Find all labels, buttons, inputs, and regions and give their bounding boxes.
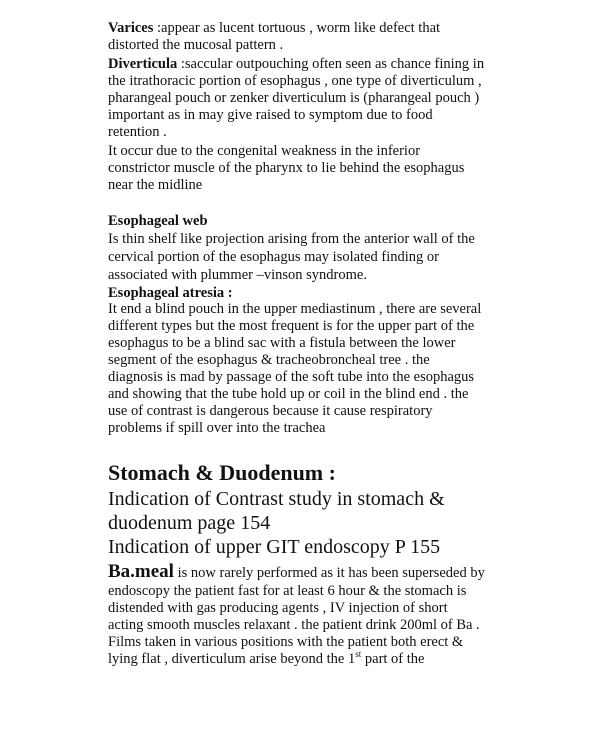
web-line-3: associated with plummer –vinson syndrome. [108,267,367,283]
diverticula-line-3: pharangeal pouch or zenker diverticulum is (pharangeal pouch ) [108,90,480,106]
bameal-line-4: acting smooth muscles relaxant . the patient drink 200ml of Ba . [108,617,480,633]
indication-contrast-line-1: Indication of Contrast study in stomach & [108,488,445,510]
indication-contrast-line-2: duodenum page 154 [108,512,271,534]
atresia-line-8: problems if spill over into the trachea [108,420,326,436]
varices-line-2: distorted the mucosal pattern . [108,37,284,53]
occur-line-1: It occur due to the congenital weakness in the inferior [108,143,421,159]
varices-text-1: :appear as lucent tortuous , worm like defect that [153,20,441,36]
atresia-line-5: diagnosis is mad by passage of the soft tube into the esophagus [108,369,475,385]
bameal-text-6b: part of the [361,651,425,667]
bameal-term: Ba.meal [108,561,174,582]
diverticula-line-5: retention . [108,124,167,140]
web-line-1: Is thin shelf like projection arising from the anterior wall of the [108,231,475,247]
bameal-line-2: endoscopy the patient fast for at least 6 hour & the stomach is [108,583,467,599]
atresia-line-1: It end a blind pouch in the upper mediastinum , there are several [108,301,482,317]
web-heading: Esophageal web [108,213,208,229]
atresia-line-6: and showing that the tube hold up or coil in the blind end . the [108,386,469,402]
diverticula-text-1: :saccular outpouching often seen as chance fining in [177,56,485,72]
occur-line-2: constrictor muscle of the pharynx to lie behind the esophagus [108,160,465,176]
bameal-line-6 [108,651,424,668]
bameal-text-6a: lying flat , diverticulum arise beyond the 1 [108,651,356,667]
atresia-heading: Esophageal atresia : [108,285,233,301]
indication-endoscopy: Indication of upper GIT endoscopy P 155 [108,536,441,558]
diverticula-term: Diverticula [108,56,178,72]
bameal-text-1: is now rarely performed as it has been superseded by [173,565,485,581]
bameal-line-1 [108,563,485,582]
web-line-2: cervical portion of the esophagus may isolated finding or [108,249,439,265]
atresia-line-3: esophagus to be a blind sac with a fistula between the lower [108,335,456,351]
bameal-line-3: distended with gas producing agents , IV injection of short [108,600,448,616]
atresia-line-4: segment of the esophagus & tracheobroncheal tree . the [108,352,430,368]
atresia-line-7: use of contrast is dangerous because it cause respiratory [108,403,433,419]
diverticula-line-4: important as in may give raised to symptom due to food [108,107,433,123]
varices-line-1 [108,20,440,37]
varices-term: Varices [108,20,154,36]
bameal-line-5: Films taken in various positions with the patient both erect & [108,634,464,650]
bameal-superscript: st [355,649,362,660]
stomach-heading: Stomach & Duodenum : [108,460,336,485]
atresia-line-2: different types but the most frequent is for the upper part of the [108,318,475,334]
diverticula-line-1 [108,56,484,73]
occur-line-3: near the midline [108,177,203,193]
diverticula-line-2: the itrathoracic portion of esophagus , one type of diverticulum , [108,73,482,89]
